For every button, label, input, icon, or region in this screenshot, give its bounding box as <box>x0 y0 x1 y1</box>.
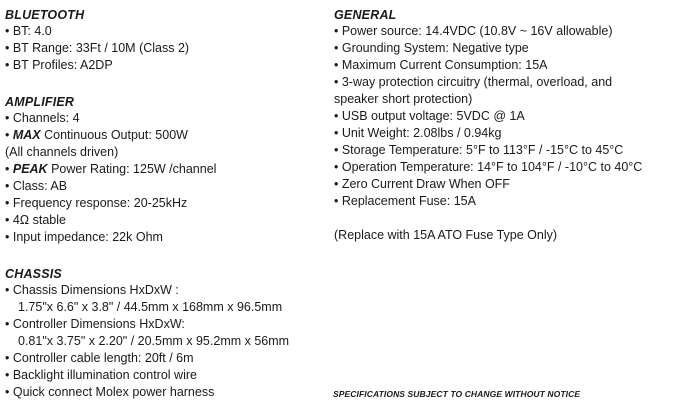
left-column <box>5 7 335 401</box>
bt-range: • BT Range: 33Ft / 10M (Class 2) <box>5 41 190 55</box>
fuse-note: (Replace with 15A ATO Fuse Type Only) <box>334 228 558 242</box>
bt-version: • BT: 4.0 <box>5 24 52 38</box>
backlight-wire: • Backlight illumination control wire <box>5 368 197 382</box>
amp-frequency: • Frequency response: 20-25kHz <box>5 196 188 210</box>
amp-peak-rest: Power Rating: 125W /channel <box>47 162 217 176</box>
power-source: • Power source: 14.4VDC (10.8V ~ 16V allowable) <box>334 24 613 38</box>
amp-peak-power <box>5 161 335 178</box>
grounding-system: • Grounding System: Negative type <box>334 41 529 55</box>
chassis-heading: CHASSIS <box>5 267 62 281</box>
amplifier-heading: AMPLIFIER <box>5 95 75 109</box>
amp-peak-label: PEAK <box>12 162 48 176</box>
amp-peak-bullet: • <box>5 162 13 176</box>
amp-channels: • Channels: 4 <box>5 111 80 125</box>
controller-cable-length: • Controller cable length: 20ft / 6m <box>5 351 194 365</box>
controller-dimensions-value: 0.81"x 3.75" x 2.20" / 20.5mm x 95.2mm x 56mm <box>18 334 290 348</box>
storage-temperature: • Storage Temperature: 5°F to 113°F / -15°C to 45°C <box>334 143 624 157</box>
protection-circuitry-cont: speaker short protection) <box>334 92 473 106</box>
bt-profiles: • BT Profiles: A2DP <box>5 58 113 72</box>
usb-output: • USB output voltage: 5VDC @ 1A <box>334 109 525 123</box>
amp-all-channels-note: (All channels driven) <box>5 145 119 159</box>
disclaimer-footer: SPECIFICATIONS SUBJECT TO CHANGE WITHOUT NOTICE <box>333 389 581 399</box>
protection-circuitry: • 3-way protection circuitry (thermal, overload, and <box>334 75 613 89</box>
amp-class: • Class: AB <box>5 179 68 193</box>
amp-max-rest: Continuous Output: 500W <box>40 128 188 142</box>
chassis-dimensions-label: • Chassis Dimensions HxDxW : <box>5 283 179 297</box>
right-column <box>334 7 679 244</box>
bluetooth-heading: BLUETOOTH <box>5 8 85 22</box>
unit-weight: • Unit Weight: 2.08lbs / 0.94kg <box>334 126 502 140</box>
amp-stable: • 4Ω stable <box>5 213 66 227</box>
zero-current-draw: • Zero Current Draw When OFF <box>334 177 510 191</box>
amp-max-label: MAX <box>12 128 41 142</box>
operation-temperature: • Operation Temperature: 14°F to 104°F / -10°C to 40°C <box>334 160 643 174</box>
general-heading: GENERAL <box>334 8 397 22</box>
chassis-dimensions-value: 1.75"x 6.6" x 3.8" / 44.5mm x 168mm x 96.5mm <box>18 300 283 314</box>
controller-dimensions-label: • Controller Dimensions HxDxW: <box>5 317 185 331</box>
amp-max-bullet: • <box>5 128 13 142</box>
amp-max-output <box>5 127 335 144</box>
replacement-fuse: • Replacement Fuse: 15A <box>334 194 476 208</box>
molex-harness: • Quick connect Molex power harness <box>5 385 215 399</box>
max-current: • Maximum Current Consumption: 15A <box>334 58 548 72</box>
amp-impedance: • Input impedance: 22k Ohm <box>5 230 163 244</box>
